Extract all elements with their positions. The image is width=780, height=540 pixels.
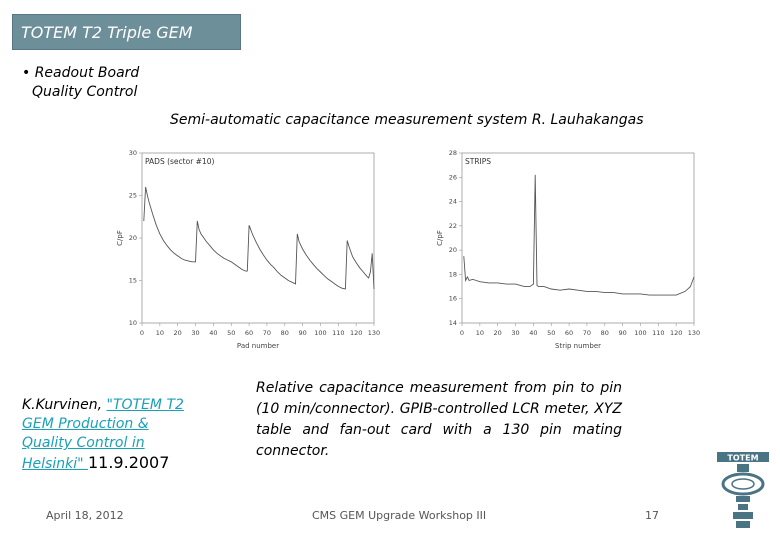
- svg-text:TOTEM: TOTEM: [727, 453, 759, 463]
- x-tick-label: 0: [459, 329, 465, 337]
- x-axis-label: Strip number: [555, 342, 601, 350]
- y-tick-label: 20: [448, 246, 457, 255]
- reference-block: [22, 396, 202, 474]
- x-tick-label: 50: [547, 329, 556, 337]
- x-tick-label: 20: [493, 329, 502, 337]
- x-tick-label: 10: [475, 329, 484, 337]
- x-axis-label: Pad number: [236, 342, 280, 350]
- plot-frame: [142, 153, 374, 323]
- x-tick-label: 100: [634, 329, 647, 337]
- y-tick-label: 10: [128, 319, 137, 327]
- y-axis-label: C/pF: [116, 230, 124, 246]
- pads-chart: [110, 145, 395, 360]
- footer-page-number: 17: [645, 509, 659, 522]
- reference-author: K.Kurvinen,: [22, 397, 107, 413]
- y-tick-label: 22: [448, 221, 457, 230]
- footer-date: April 18, 2012: [46, 509, 124, 522]
- x-tick-label: 120: [669, 329, 683, 337]
- x-tick-label: 70: [582, 329, 592, 337]
- y-tick-label: 26: [448, 173, 457, 182]
- x-tick-label: 30: [191, 329, 200, 337]
- y-tick-label: 25: [128, 191, 137, 200]
- x-tick-label: 80: [280, 329, 289, 337]
- y-tick-label: 16: [448, 294, 457, 303]
- x-tick-label: 110: [332, 329, 345, 337]
- slide-title: TOTEM T2 Triple GEM: [21, 23, 193, 42]
- x-tick-label: 10: [155, 329, 164, 337]
- reference-link[interactable]: "TOTEM T2 GEM Production & Quality Control in Helsinki": [22, 397, 184, 472]
- bullet-readout-board: [22, 64, 139, 102]
- plot-frame: [462, 153, 694, 323]
- y-tick-label: 30: [128, 149, 137, 157]
- y-axis-label: C/pF: [436, 230, 444, 246]
- y-tick-label: 24: [448, 197, 457, 206]
- chart-title: PADS (sector #10): [145, 157, 215, 166]
- x-tick-label: 120: [349, 329, 363, 337]
- x-tick-label: 40: [209, 329, 218, 337]
- x-tick-label: 130: [687, 329, 701, 337]
- y-tick-label: 14: [448, 319, 457, 327]
- reference-date: 11.9.2007: [87, 453, 170, 472]
- chart-title: STRIPS: [465, 157, 492, 166]
- strips-chart: [430, 145, 715, 360]
- x-tick-label: 100: [314, 329, 327, 337]
- x-tick-label: 30: [511, 329, 520, 337]
- x-tick-label: 60: [244, 329, 254, 337]
- footer-workshop: CMS GEM Upgrade Workshop III: [312, 509, 487, 522]
- x-tick-label: 0: [139, 329, 145, 337]
- subtitle: Semi-automatic capacitance measurement system R. Lauhakangas: [170, 112, 644, 128]
- x-tick-label: 60: [564, 329, 574, 337]
- y-tick-label: 20: [128, 234, 137, 242]
- x-tick-label: 20: [173, 329, 182, 337]
- x-tick-label: 40: [529, 329, 538, 337]
- y-tick-label: 15: [128, 276, 137, 285]
- bullet-line-2: Quality Control: [32, 84, 138, 100]
- x-tick-label: 90: [618, 329, 627, 337]
- x-tick-label: 50: [227, 329, 236, 337]
- x-tick-label: 70: [262, 329, 272, 337]
- description-text: Relative capacitance measurement from pin to pin (10 min/connector). GPIB-controlled LCR meter, XYZ table and fan-out card with a 130 pin mating connector.: [256, 380, 622, 459]
- x-tick-label: 90: [298, 329, 307, 337]
- x-tick-label: 110: [652, 329, 665, 337]
- y-tick-label: 18: [448, 270, 457, 279]
- totem-logo: [715, 448, 771, 536]
- y-tick-label: 28: [448, 149, 457, 157]
- slide-title-box: [12, 14, 241, 50]
- bullet-line-1: • Readout Board: [22, 65, 140, 81]
- x-tick-label: 130: [367, 329, 381, 337]
- x-tick-label: 80: [600, 329, 609, 337]
